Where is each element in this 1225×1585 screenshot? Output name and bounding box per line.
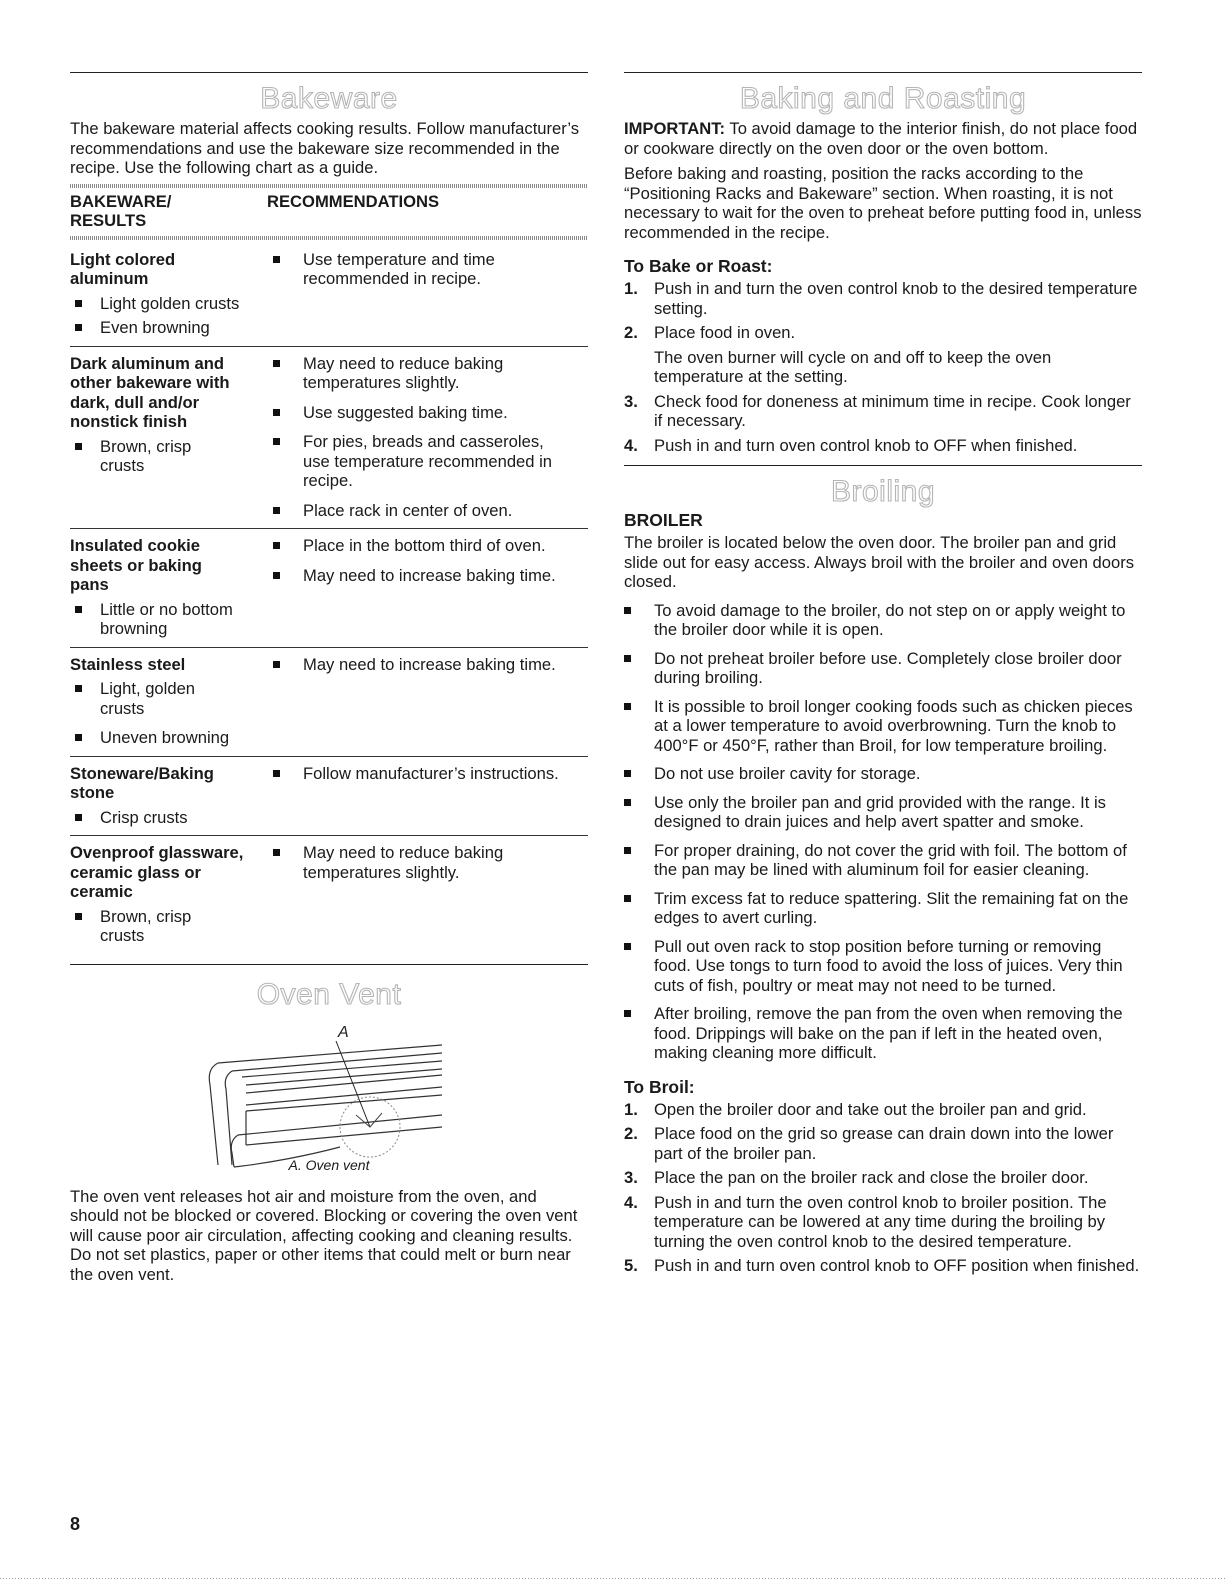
broiler-intro: The broiler is located below the oven door. The broiler pan and grid slide out for easy access. Always broil with the broiler and oven doors closed. [624, 533, 1135, 591]
recommendation-item: May need to increase baking time. [267, 566, 588, 586]
bake-step-note: The oven burner will cycle on and off to keep the oven temperature at the setting. [654, 347, 1052, 386]
step-number: 3. [624, 1168, 638, 1187]
oven-vent-illustration [70, 1015, 588, 1205]
step-number: 4. [624, 1192, 638, 1212]
footer-rule [0, 1578, 1225, 1579]
oven-vent-text: The oven vent releases hot air and moisture from the oven, and should not be blocked or covered. Blocking or covering the oven vent will cause poor air circulation, affecting cooking and cleaning results. Do not set plastics, paper or other items that could melt or burn near the oven vent. [70, 1186, 578, 1284]
broiler-bullets [624, 601, 1142, 1063]
bakeware-name: Insulated cookie sheets or baking pans [70, 536, 202, 594]
list-item: To avoid damage to the broiler, do not step on or apply weight to the broiler door while it is open. [624, 601, 1142, 640]
right-column [624, 72, 1142, 1276]
section-rule [70, 964, 588, 965]
header-bakeware-results: BAKEWARE/ RESULTS [70, 191, 172, 230]
step-text: Check food for doneness at minimum time in recipe. Cook longer if necessary. [654, 391, 1131, 430]
table-header [70, 188, 588, 234]
bakeware-table [70, 184, 588, 964]
table-row [70, 240, 588, 347]
baking-title: Baking and Roasting [739, 82, 1027, 115]
step-text: Open the broiler door and take out the broiler pan and grid. [654, 1099, 1087, 1119]
section-rule [624, 72, 1142, 73]
bake-step [624, 323, 1142, 343]
table-row [70, 648, 588, 757]
recommendation-item: May need to reduce baking temperatures slightly. [267, 354, 533, 393]
list-item: Trim excess fat to reduce spattering. Slit the remaining fat on the edges to avert curling. [624, 889, 1142, 928]
bake-subhead: To Bake or Roast: [624, 256, 773, 276]
recommendation-item: Place in the bottom third of oven. [267, 536, 588, 556]
step-number: 1. [624, 279, 638, 298]
bakeware-title: Bakeware [260, 82, 398, 115]
recommendation-item: Place rack in center of oven. [267, 501, 588, 521]
section-rule [70, 72, 588, 73]
step-text: Place food on the grid so grease can drain down into the lower part of the broiler pan. [654, 1124, 1114, 1163]
bakeware-name: Ovenproof glassware, ceramic glass or ceramic [70, 843, 244, 901]
header-recommendations: RECOMMENDATIONS [267, 191, 440, 211]
table-row [70, 836, 588, 964]
table-row [70, 529, 588, 648]
bakeware-intro: The bakeware material affects cooking results. Follow manufacturer’s recommendations and use the bakeware size recommended in the recipe. Use the following chart as a guide. [70, 119, 580, 177]
table-row [70, 347, 588, 530]
left-column [70, 72, 588, 1284]
recommendation-item: May need to increase baking time. [267, 655, 588, 675]
list-item: Do not preheat broiler before use. Completely close broiler door during broiling. [624, 649, 1142, 688]
list-item: For proper draining, do not cover the grid with foil. The bottom of the pan may be lined with aluminum foil for easier cleaning. [624, 841, 1142, 880]
recommendation-item: May need to reduce baking temperatures slightly. [267, 843, 533, 882]
step-number: 2. [624, 1124, 638, 1143]
step-text: Push in and turn the oven control knob to the desired temperature setting. [654, 279, 1138, 318]
broil-subhead: To Broil: [624, 1076, 695, 1097]
result-item: Light, golden crusts [70, 679, 210, 718]
broil-step [624, 1100, 1142, 1120]
result-item: Uneven browning [70, 728, 267, 748]
broil-step [624, 1256, 1142, 1276]
result-item: Brown, crisp crusts [70, 437, 210, 476]
bake-step [624, 436, 1142, 456]
recommendation-item: Use suggested baking time. [267, 403, 588, 423]
bakeware-name: Stoneware/Baking stone [70, 763, 214, 802]
bake-step [624, 392, 1142, 431]
step-text: Push in and turn the oven control knob to broiler position. The temperature can be lowered at any time during the broiling by turning the oven control knob to the desired temperature. [654, 1192, 1107, 1251]
broiler-subhead: BROILER [624, 510, 703, 530]
list-item: Do not use broiler cavity for storage. [624, 764, 1142, 784]
bakeware-name: Stainless steel [70, 654, 186, 674]
list-item: Use only the broiler pan and grid provided with the range. It is designed to drain juices and help avert spatter and smoke. [624, 793, 1142, 832]
step-text: Push in and turn oven control knob to OFF when finished. [654, 435, 1078, 455]
bakeware-name: Dark aluminum and other bakeware with dark, dull and/or nonstick finish [70, 353, 230, 431]
section-rule [624, 465, 1142, 466]
bakeware-name: Light colored aluminum [70, 249, 176, 288]
step-text: Push in and turn oven control knob to OFF position when finished. [654, 1256, 1140, 1275]
page-number: 8 [70, 1514, 81, 1534]
step-number: 3. [624, 391, 638, 411]
list-item: Pull out oven rack to stop position before turning or removing food. Use tongs to turn food to avoid the loss of juices. Very thin cuts of fish, poultry or meat may not need to be turned. [624, 937, 1142, 996]
figure-label: A [338, 1023, 349, 1041]
important-text: To avoid damage to the interior finish, do not place food or cookware directly on the oven door or the oven bottom. [624, 119, 1138, 158]
bake-step [624, 279, 1142, 318]
step-text: Place the pan on the broiler rack and close the broiler door. [654, 1168, 1089, 1187]
step-number: 5. [624, 1256, 638, 1275]
important-note [624, 119, 1142, 158]
list-item: After broiling, remove the pan from the oven when removing the food. Drippings will bake on the pan if left in the heated oven, making cleaning more difficult. [624, 1004, 1142, 1063]
result-item: Even browning [70, 318, 267, 338]
broil-step [624, 1193, 1142, 1252]
recommendation-item: Use temperature and time recommended in recipe. [267, 250, 513, 289]
figure-caption: A. Oven vent [288, 1156, 370, 1173]
result-item: Little or no bottom browning [70, 600, 260, 639]
step-text: Place food in oven. [654, 323, 796, 342]
table-row [70, 757, 588, 837]
broil-step [624, 1124, 1142, 1163]
recommendation-item: Follow manufacturer’s instructions. [267, 764, 588, 784]
result-item: Crisp crusts [70, 808, 267, 828]
broil-step [624, 1168, 1142, 1188]
list-item: It is possible to broil longer cooking foods such as chicken pieces at a lower temperature to avoid overbrowning. Turn the knob to 400°F or 450°F, rather than Broil, for low temperature broiling. [624, 697, 1142, 756]
baking-paragraph: Before baking and roasting, position the racks according to the “Positioning Racks and Bakeware” section. When roasting, it is not necessary to wait for the oven to preheat before putting food in, unless recommended in the recipe. [624, 164, 1142, 242]
result-item: Light golden crusts [70, 294, 267, 314]
result-item: Brown, crisp crusts [70, 907, 210, 946]
important-label: IMPORTANT: [624, 119, 726, 138]
oven-vent-title: Oven Vent [256, 977, 402, 1011]
broiling-title: Broiling [830, 475, 936, 508]
recommendation-item: For pies, breads and casseroles, use temperature recommended in recipe. [267, 432, 573, 491]
step-number: 1. [624, 1099, 638, 1119]
oven-vent-drawing [70, 1015, 588, 1205]
step-number: 2. [624, 323, 638, 342]
step-number: 4. [624, 435, 638, 455]
